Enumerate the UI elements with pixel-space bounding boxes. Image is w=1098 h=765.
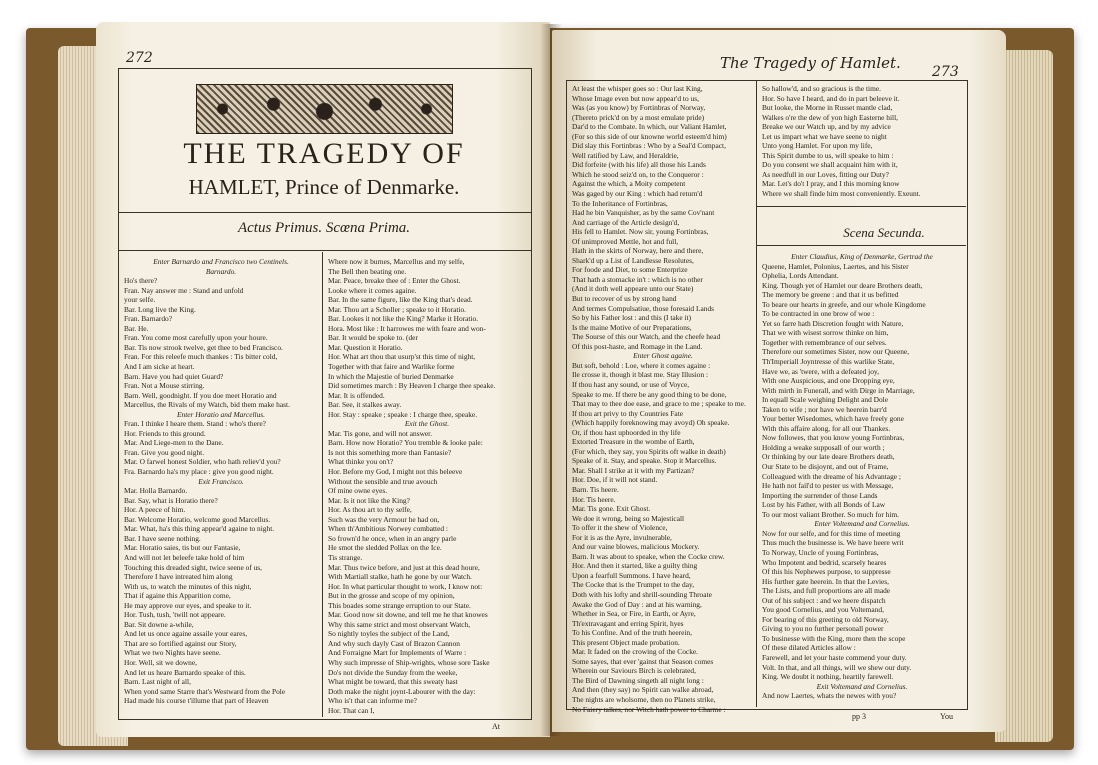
text-line: Hor. So have I heard, and do in part beleeve it. (762, 93, 900, 103)
text-line: But soft, behold : Loe, where it comes againe : (572, 360, 711, 370)
text-line: Therefore our sometimes Sister, now our Queene, (762, 347, 910, 357)
text-line: Mar. Question it Horatio. (328, 342, 403, 352)
text-line: The memory be greene : and that it us befitted (762, 290, 899, 300)
text-line: He hath not fail'd to pester us with Message, (762, 481, 894, 491)
text-line: Bar. Long live the King. (124, 304, 196, 314)
text-line: Hor. Stay : speake ; speake : I charge thee, speake. (328, 409, 478, 419)
text-line: With this affaire along, for all our Thankes. (762, 423, 891, 433)
text-line: Why this same strict and most observant Watch, (328, 619, 471, 629)
text-line: Exit Voltemand and Cornelius. (816, 681, 908, 691)
text-line: Have we, as 'twere, with a defeated joy, (762, 366, 879, 376)
text-line: Thus much the businesse is. We have heere writ (762, 538, 904, 548)
text-line: Extorted Treasure in the wombe of Earth, (572, 437, 695, 447)
text-line: His fell to Hamlet. Now sir, young Fortinbras, (572, 227, 709, 237)
text-line: Bar. I have seene nothing. (124, 533, 201, 543)
text-line: With us, to watch the minutes of this night, (124, 581, 252, 591)
text-line: Together with remembrance of our selves. (762, 337, 887, 347)
text-line: Barnardo. (205, 266, 237, 276)
text-line: To the Inheritance of Fortinbras, (572, 198, 668, 208)
text-line: Upon a fearfull Summons. I have heard, (572, 570, 691, 580)
text-line: (Which happily foreknowing may avoyd) Oh speake. (572, 418, 730, 428)
text-line: Hor. As thou art to thy selfe, (328, 505, 412, 515)
text-line: Against the which, a Moity competent (572, 179, 686, 189)
text-line: So frown'd he once, when in an angry parle (328, 533, 457, 543)
scene-rule-top (757, 206, 966, 207)
text-line: Was gaged by our King : which had return'd (572, 189, 703, 199)
text-line: So by his Father lost : and this (I take it) (572, 313, 692, 323)
text-line: And let us once againe assaile your eares, (124, 629, 248, 639)
right-column-2-bottom (762, 252, 962, 701)
text-line: Mar. Tis gone. Exit Ghost. (572, 504, 651, 514)
text-line: For bearing of this greeting to old Norway, (762, 614, 889, 624)
text-line: Such was the very Armour he had on, (328, 514, 440, 524)
text-line: Bar. Tis now strook twelve, get thee to bed Francisco. (124, 342, 283, 352)
text-line: Th'extravagant and erring Spirit, hyes (572, 618, 684, 628)
text-line: Hora. Most like : It harrowes me with feare and won- (328, 323, 486, 333)
left-column-2 (328, 257, 526, 715)
act-heading: Actus Primus. Scœna Prima. (237, 220, 411, 236)
text-line: With one Auspicious, and one Dropping eye, (762, 376, 895, 386)
text-line: Our State to be disjoynt, and out of Frame, (762, 462, 889, 472)
text-line: Awake the God of Day : and at his warning, (572, 599, 702, 609)
text-line: Touching this dreaded sight, twice seene of us, (124, 562, 263, 572)
text-line: Speake of it. Stay, and speake. Stop it Marcellus. (572, 456, 717, 466)
text-line: Enter Barnardo and Francisco two Centinels. (153, 257, 289, 266)
text-line: Marcellus, the Rivals of my Watch, bid them make hast. (124, 400, 290, 410)
text-line: Wherein our Saviours Birch is celebrated, (572, 666, 696, 676)
text-line: Enter Ghost againe. (633, 351, 693, 361)
text-line: Of mine owne eyes. (328, 486, 388, 496)
text-line: Mar. Peace, breake thee of : Enter the Ghost. (328, 276, 461, 286)
text-line: Do you consent we shall acquaint him with it, (762, 160, 898, 170)
text-line: Breake we our Watch up, and by my advice (762, 122, 891, 132)
text-line: Bar. Lookes it not like the King? Marke it Horatio. (328, 314, 479, 324)
text-line: For it is as the Ayre, invulnerable, (572, 532, 672, 542)
text-line: What might be toward, that this sweaty hast (328, 677, 458, 687)
text-line: (For so this side of our knowne world esteem'd him) (572, 131, 727, 141)
text-line: (And it doth well appeare unto our State) (572, 284, 694, 294)
left-page (96, 22, 550, 737)
left-page-number: 272 (126, 50, 153, 66)
text-line: And then (they say) no Spirit can walke abroad, (572, 685, 714, 695)
text-line: Tis strange. (328, 552, 363, 562)
text-line: Mar. Thus twice before, and just at this dead houre, (328, 562, 480, 572)
text-line: Doth with his lofty and shrill-sounding Throate (572, 589, 712, 599)
text-line: Why such impresse of Ship-wrights, whose sore Taske (328, 657, 490, 667)
text-line: The Sourse of this our Watch, and the cheefe head (572, 332, 721, 342)
text-line: With mirth in Funerall, and with Dirge in Marriage, (762, 385, 915, 395)
text-line: Where now it burnes, Marcellus and my selfe, (328, 257, 465, 266)
text-line: He smot the sledded Pollax on the Ice. (328, 543, 442, 553)
text-line: As needfull in our Loves, fitting our Duty? (762, 169, 889, 179)
play-title: THE TRAGEDY OF (183, 137, 465, 170)
text-line: Hor. Well, sit we downe, (124, 657, 197, 667)
text-line: Mar. Thou art a Scholler ; speake to it Horatio. (328, 304, 466, 314)
text-line: Yet so farre hath Discretion fought with Nature, (762, 318, 904, 328)
scene-rule-bottom (757, 245, 966, 246)
text-line: At least the whisper goes so : Our last King, (572, 84, 703, 93)
text-line: Hor. That can I, (328, 705, 375, 715)
text-line: Mar. O farwel honest Soldier, who hath reliev'd you? (124, 457, 281, 467)
text-line: (For which, they say, you Spirits oft walke in death) (572, 446, 726, 456)
text-line: Mar. Let's do't I pray, and I this morning know (762, 179, 900, 189)
signature-mark: pp 3 (852, 712, 866, 721)
text-line: We doe it wrong, being so Majesticall (572, 513, 685, 523)
right-column-rule (756, 81, 757, 707)
headpiece-ornament (196, 84, 453, 134)
text-line: Bar. Welcome Horatio, welcome good Marcellus. (124, 514, 271, 524)
text-line: King. Though yet of Hamlet our deare Brothers death, (762, 280, 923, 290)
text-line: Which he stood seiz'd on, to the Conqueror : (572, 169, 704, 179)
text-line: Who Impotent and bedrid, scarsely heares (762, 557, 887, 567)
text-line: To beare our hearts in greefe, and our whole Kingdome (762, 299, 926, 309)
text-line: Enter Horatio and Marcellus. (177, 409, 265, 419)
text-line: Hor. Doe, if it will not stand. (572, 475, 658, 485)
text-line: Lost by his Father, with all Bonds of Law (762, 500, 886, 510)
text-line: Your better Wisedomes, which have freely gone (762, 414, 904, 424)
text-line: Bar. See, it stalkes away. (328, 400, 402, 410)
text-line: Out of his subject : and we heere dispatch (762, 595, 886, 605)
text-line: In which the Majestie of buried Denmarke (328, 371, 454, 381)
text-line: To offer it the shew of Violence, (572, 523, 668, 533)
text-line: Fran. Nay answer me : Stand and unfold (124, 285, 244, 295)
text-line: That if againe this Apparition come, (124, 591, 231, 601)
text-line: The Cocke that is the Trumpet to the day, (572, 580, 695, 590)
text-line: The Bell then beating one. (328, 266, 407, 276)
text-line: Therefore I have intreated him along (124, 572, 233, 582)
text-line: Shark'd up a List of Landlesse Resolutes, (572, 255, 694, 265)
text-line: Th'Imperiall Joyntresse of this warlike State, (762, 357, 895, 367)
text-line: He may approve our eyes, and speake to it. (124, 600, 252, 610)
text-line: This Spirit dumbe to us, will speake to him : (762, 150, 894, 160)
text-line: Whose Image even but now appear'd to us, (572, 93, 699, 103)
text-line: To our most valiant Brother. So much for him. (762, 509, 900, 519)
text-line: Enter Claudius, King of Denmarke, Gertrad the (791, 252, 933, 261)
text-line: Fran. Not a Mouse stirring. (124, 381, 205, 391)
right-page (552, 30, 1006, 732)
text-line: Had made his course t'illume that part of Heaven (124, 696, 269, 706)
text-line: Without the sensible and true avouch (328, 476, 438, 486)
text-line: Taken to wife ; nor have we heerein barr'd (762, 404, 887, 414)
play-subtitle: HAMLET, Prince of Denmarke. (188, 175, 460, 199)
text-line: Fra. Barnardo ha's my place : give you good night. (124, 467, 274, 477)
text-line: You good Cornelius, and you Voltemand, (762, 605, 884, 615)
text-line: Doth make the night joynt-Labourer with the day: (328, 686, 476, 696)
text-line: Hor. And then it started, like a guilty thing (572, 561, 698, 571)
text-line: Was (as you know) by Fortinbras of Norway, (572, 103, 706, 113)
text-line: So hallow'd, and so gracious is the time. (762, 84, 881, 93)
text-line: Mar. Holla Barnardo. (124, 486, 188, 496)
text-line: Is the maine Motive of our Preparations, (572, 322, 692, 332)
text-line: Had he bin Vanquisher, as by the same Cov'nant (572, 208, 715, 218)
text-line: That hath a stomacke in't : which is no other (572, 274, 703, 284)
text-line: Fran. I thinke I heare them. Stand : who's there? (124, 419, 266, 429)
text-line: Ile crosse it, though it blast me. Stay Illusion : (572, 370, 709, 380)
text-line: Barn. Have you had quiet Guard? (124, 371, 224, 381)
text-line: And will not let beleefe take hold of him (124, 552, 245, 562)
scene-heading: Scena Secunda. (843, 225, 925, 240)
text-line: Barn. Well, goodnight. If you doe meet Horatio and (124, 390, 277, 400)
text-line: Bar. Say, what is Horatio there? (124, 495, 218, 505)
text-line: Volt. In that, and all things, will we shew our duty. (762, 662, 912, 672)
text-line: Did sometimes march : By Heaven I charge thee speake. (328, 381, 496, 391)
text-line: Bar. In the same figure, like the King that's dead. (328, 295, 473, 305)
text-line: Hor. In what particular thought to work, I know not: (328, 581, 483, 591)
text-line: Enter Voltemand and Cornelius. (814, 519, 910, 529)
title-rule (118, 212, 531, 213)
text-line: Mar. What, ha's this thing appear'd againe to night. (124, 524, 275, 534)
text-line: To be contracted in one brow of woe : (762, 309, 875, 319)
text-line: So nightly toyles the subject of the Land, (328, 629, 450, 639)
text-line: Did forfeite (with his life) all those his Lands (572, 160, 706, 170)
text-line: Of unimproved Mettle, hot and full, (572, 236, 679, 246)
text-line: With Martiall stalke, hath he gone by our Watch. (328, 572, 472, 582)
text-line: Hor. Tis heere. (572, 494, 616, 504)
text-line: Well ratified by Law, and Heraldrie, (572, 150, 679, 160)
text-line: But in the grosse and scope of my opinion, (328, 591, 455, 601)
text-line: The Lists, and full proportions are all made (762, 586, 891, 596)
text-line: No Faiery talkes, nor Witch hath power to Charme : (572, 704, 726, 714)
text-line: To businesse with the King, more then the scope (762, 633, 906, 643)
right-column-2-top (762, 84, 962, 199)
text-line: Do's not divide the Sunday from the weeke, (328, 667, 458, 677)
text-line: Fran. Give you good night. (124, 447, 205, 457)
text-line: In equall Scale weighing Delight and Dole (762, 395, 889, 405)
text-line: Now for our selfe, and for this time of meeting (762, 528, 901, 538)
text-line: Mar. Tis gone, and will not answer. (328, 428, 433, 438)
text-line: Importing the surrender of those Lands (762, 490, 878, 500)
text-line: That may to thee doe ease, and grace to me ; speake to me. (572, 399, 746, 409)
text-line: Hor. Before my God, I might not this beleeve (328, 467, 463, 477)
text-line: For foode and Diet, to some Enterprize (572, 265, 688, 275)
text-line: Ophelia, Lords Attendant. (762, 271, 839, 281)
text-line: Barn. Tis heere. (572, 484, 619, 494)
text-line: And I am sicke at heart. (124, 362, 195, 372)
text-line: If thou art privy to thy Countries Fate (572, 408, 684, 418)
text-line: This present Object made probation. (572, 637, 680, 647)
text-line: Exit Francisco. (198, 476, 244, 486)
text-line: Ho's there? (124, 276, 158, 286)
running-head: The Tragedy of Hamlet. (720, 54, 901, 72)
act-rule (118, 250, 531, 251)
text-line: Together with that faire and Warlike forme (328, 362, 455, 372)
text-line: Mar. It is offended. (328, 390, 385, 400)
text-line: The Bird of Dawning singeth all night long : (572, 675, 704, 685)
text-line: Mar. And Liege-men to the Dane. (124, 438, 224, 448)
text-line: Exit the Ghost. (404, 419, 450, 429)
text-line: Barn. It was about to speake, when the Cocke crew. (572, 551, 725, 561)
text-line: And our vaine blowes, malicious Mockery. (572, 542, 700, 552)
text-line: His further gate heerein. In that the Levies, (762, 576, 890, 586)
text-line: To his Confine. And of the truth heerein, (572, 628, 692, 638)
text-line: Is not this something more than Fantasie? (328, 447, 452, 457)
text-line: And let us heare Barnardo speake of this. (124, 667, 246, 677)
text-line: Fran. For this releefe much thankes : Tis bitter cold, (124, 352, 278, 362)
text-line: What we two Nights have seene. (124, 648, 221, 658)
text-line: And carriage of the Article design'd, (572, 217, 680, 227)
text-line: Colleagued with the dreame of his Advantage ; (762, 471, 901, 481)
text-line: Or, if thou hast uphoorded in thy life (572, 427, 681, 437)
text-line: Mar. Good now sit downe, and tell me he that knowes (328, 610, 488, 620)
text-line: Hor. Tush, tush, 'twill not appeare. (124, 610, 226, 620)
text-line: Fran. Barnardo? (124, 314, 173, 324)
text-line: Dar'd to the Combate. In which, our Valiant Hamlet, (572, 122, 727, 132)
text-line: Barn. Last night of all, (124, 677, 191, 687)
text-line: That we with wisest sorrow thinke on him, (762, 328, 889, 338)
text-line: Bar. Sit downe a-while, (124, 619, 194, 629)
left-column-1 (124, 257, 318, 706)
text-line: Hor. Friends to this ground. (124, 428, 206, 438)
text-line: When yond same Starre that's Westward from the Pole (124, 686, 286, 696)
text-line: The nights are wholsome, then no Planets strike, (572, 695, 716, 704)
text-line: What thinke you on't? (328, 457, 394, 467)
text-line: Who is't that can informe me? (328, 696, 417, 706)
text-line: Holding a weake supposall of our worth ; (762, 442, 885, 452)
text-line: Fran. You come most carefully upon your houre. (124, 333, 268, 343)
right-catchword: You (940, 712, 953, 721)
text-line: Speake to me. If there be any good thing to be done, (572, 389, 727, 399)
text-line: Hor. A peece of him. (124, 505, 186, 515)
text-line: Mar. Horatio saies, tis but our Fantasie, (124, 543, 241, 553)
text-line: But looke, the Morne in Russet mantle clad, (762, 103, 893, 113)
text-line: And now Laertes, whats the newes with you? (762, 691, 897, 701)
text-line: If thou hast any sound, or use of Voyce, (572, 379, 690, 389)
text-line: Whether in Sea, or Fire, in Earth, or Ayre, (572, 609, 696, 619)
text-line: (Thereto prick'd on by a most emulate pride) (572, 112, 705, 122)
text-line: Looke where it comes againe. (328, 285, 417, 295)
right-page-number: 273 (932, 64, 959, 80)
text-line: Barn. How now Horatio? You tremble & looke pale: (328, 438, 483, 448)
text-line: And termes Compulsatiue, those foresaid Lands (572, 303, 715, 313)
text-line: Mar. Is it not like the King? (328, 495, 410, 505)
column-rule (322, 252, 323, 717)
text-line: This boades some strange erruption to our State. (328, 600, 471, 610)
text-line: Where we shall finde him most conveniently. Exeunt. (762, 189, 921, 199)
text-line: Mar. It faded on the crowing of the Cocke. (572, 647, 699, 657)
text-line: Of these dilated Articles allow : (762, 643, 856, 653)
text-line: And Forraigne Mart for Implements of Warre : (328, 648, 467, 658)
text-line: And why such dayly Cast of Brazon Cannon (328, 638, 460, 648)
text-line: Hor. What art thou that usurp'st this time of night, (328, 352, 476, 362)
text-line: Hath in the skirts of Norway, here and there, (572, 246, 704, 256)
text-line: But to recover of us by strong hand (572, 294, 677, 304)
text-line: Did slay this Fortinbras : Who by a Seal'd Compact, (572, 141, 726, 151)
text-line: Of this his Nephewes purpose, to suppresse (762, 567, 891, 577)
text-line: Some sayes, that ever 'gainst that Season comes (572, 656, 714, 666)
text-line: To Norway, Uncle of young Fortinbras, (762, 547, 879, 557)
text-line: When th'Ambitious Norwey combatted : (328, 524, 448, 534)
right-column-1 (572, 84, 754, 714)
text-line: your selfe. (124, 295, 156, 305)
text-line: That are so fortified against our Story, (124, 638, 237, 648)
text-line: Unto yong Hamlet. For upon my life, (762, 141, 873, 151)
text-line: Let us impart what we have seene to night (762, 131, 887, 141)
text-line: Walkes o're the dew of yon high Easterne hill, (762, 112, 898, 122)
catchword: At (492, 722, 500, 731)
text-line: Giving to you no further personall power (762, 624, 884, 634)
text-line: Queene, Hamlet, Polonius, Laertes, and his Sister (762, 261, 909, 271)
text-line: Bar. He. (124, 323, 149, 333)
text-line: King. We doubt it nothing, heartily farewell. (762, 672, 894, 682)
text-line: Farewell, and let your haste commend your duty. (762, 652, 907, 662)
text-line: Of this post-haste, and Romage in the Land. (572, 341, 703, 351)
text-line: Or thinking by our late deare Brothers death, (762, 452, 895, 462)
text-line: Bar. It would be spoke to. (der (328, 333, 418, 343)
text-line: Now followes, that you know young Fortinbras, (762, 433, 905, 443)
text-line: Mar. Shall I strike at it with my Partizan? (572, 465, 695, 475)
